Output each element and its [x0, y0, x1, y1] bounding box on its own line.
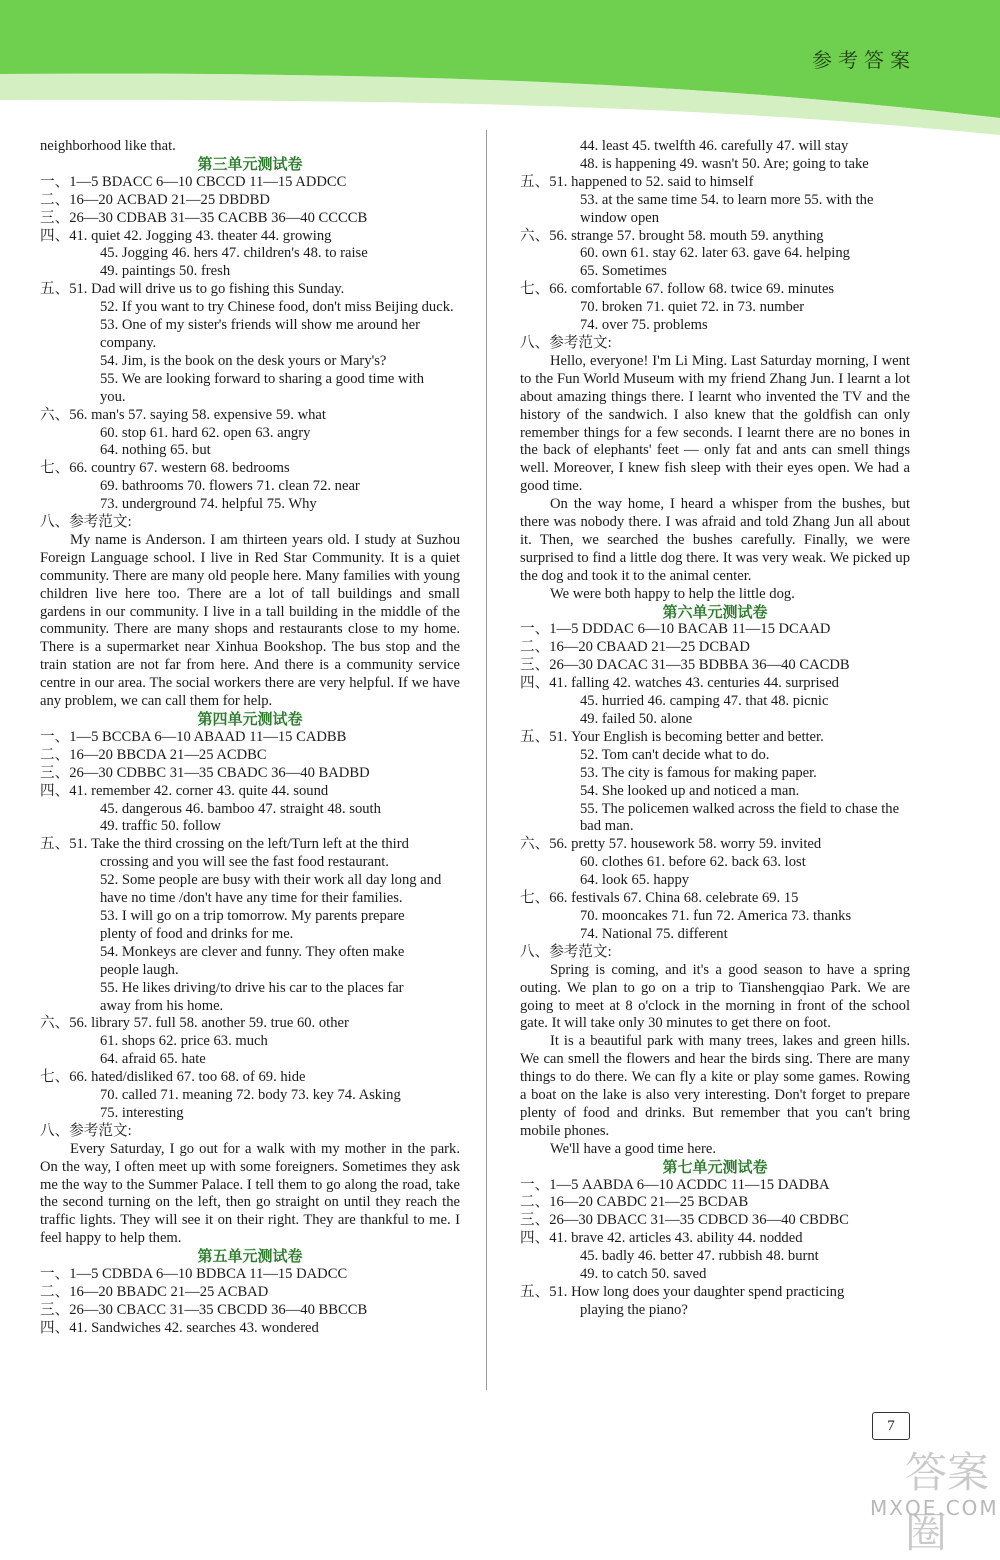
answer-line: 74. National 75. different: [580, 925, 728, 942]
answer-line: 70. mooncakes 71. fun 72. America 73. thanks: [580, 907, 852, 924]
answer-line: 60. stop 61. hard 62. open 63. angry: [100, 424, 311, 441]
answer-line: 四、41. falling 42. watches 43. centuries 44. surprised: [520, 675, 839, 692]
answer-line: 70. called 71. meaning 72. body 73. key 74. Asking: [100, 1087, 401, 1104]
answer-line: 61. shops 62. price 63. much: [100, 1033, 268, 1050]
answer-line: 五、51. Take the third crossing on the left/Turn left at the third: [40, 836, 409, 853]
answer-line: 74. over 75. problems: [580, 317, 708, 334]
sample-essay-paragraph: Hello, everyone! I'm Li Ming. Last Saturday morning, I went to the Fun World Museum with my friend Zhang Jun. I learnt a lot about amazing things there. I learnt who invented the TV and the history of the sandwich. I also knew that the goldfish can only remember things for a few seconds. I learnt there are no bones in the back of elephants' feet — only fat and ants can smell things well. Moreover, I knew fish sleep with their eyes open. We had a good time.: [520, 352, 910, 495]
answer-line: 七、66. festivals 67. China 68. celebrate 69. 15: [520, 890, 799, 907]
answer-line-continued: window open: [580, 209, 660, 226]
answer-line: 65. Sometimes: [580, 263, 667, 280]
answer-line: 八、参考范文:: [520, 943, 612, 960]
answer-line-continued: company.: [100, 334, 157, 351]
answer-line: 45. dangerous 46. bamboo 47. straight 48. south: [100, 800, 381, 817]
answer-line: 49. traffic 50. follow: [100, 818, 221, 835]
answer-line: 三、26—30 DACAC 31—35 BDBBA 36—40 CACDB: [520, 657, 850, 674]
answer-line-continued: crossing and you will see the fast food restaurant.: [100, 854, 389, 871]
page-number: 7: [872, 1412, 910, 1440]
sample-essay-paragraph: We'll have a good time here.: [550, 1140, 716, 1157]
right-column: [520, 138, 910, 1320]
answer-line: neighborhood like that.: [40, 138, 176, 154]
answer-line: 五、51. happened to 52. said to himself: [520, 173, 754, 190]
answer-line: 六、56. pretty 57. housework 58. worry 59. invited: [520, 836, 822, 853]
answer-line: 53. One of my sister's friends will show me around her: [100, 317, 420, 334]
sample-essay-paragraph: It is a beautiful park with many trees, lakes and green hills. We can smell the flowers and hear the birds sing. There are many things to do there. We can fly a kite or play some games. Rowing a boat on the lake is also very interesting. Don't forget to prepare plenty of food and drinks. But remember that you can't bring mobile phones.: [520, 1033, 910, 1139]
answer-line: 49. paintings 50. fresh: [100, 263, 231, 280]
answer-line-continued: people laugh.: [100, 961, 179, 978]
answer-line-continued: away from his home.: [100, 997, 224, 1014]
answer-line: 三、26—30 CDBBC 31—35 CBADC 36—40 BADBD: [40, 764, 370, 781]
answer-line: 53. The city is famous for making paper.: [580, 764, 817, 781]
answer-line: 八、参考范文:: [40, 1122, 132, 1139]
section-title: 第五单元测试卷: [197, 1247, 303, 1266]
answer-line: 55. The policemen walked across the field to chase the: [580, 800, 900, 817]
answer-line: 一、1—5 BCCBA 6—10 ABAAD 11—15 CADBB: [40, 728, 347, 745]
answer-line: 69. bathrooms 70. flowers 71. clean 72. near: [100, 478, 360, 495]
sample-essay-paragraph: Spring is coming, and it's a good season to have a spring outing. We plan to go on a trip to Tianshengqiao Park. We are going to meet at 8 o'clock in the morning in front of the school gate. It will take only 30 minutes to get there on foot.: [520, 961, 910, 1032]
answer-line-continued: you.: [100, 388, 126, 405]
answer-line-continued: bad man.: [580, 818, 634, 835]
answer-line: 五、51. Dad will drive us to go fishing this Sunday.: [40, 281, 345, 298]
header-banner: [0, 0, 1000, 135]
answer-line: 六、56. library 57. full 58. another 59. true 60. other: [40, 1015, 349, 1032]
header-title: 参考答案: [812, 48, 916, 72]
answer-line-continued: playing the piano?: [580, 1301, 688, 1318]
answer-line: 四、41. Sandwiches 42. searches 43. wondered: [40, 1319, 319, 1336]
sample-essay-paragraph: On the way home, I heard a whisper from the bushes, but there was nobody there. I was afraid and told Zhang Jun all about it. Then, we searched the bushes carefully. Finally, we were surprised to find a little dog there. It was very weak. We picked up the dog and took it to the animal center.: [520, 496, 910, 584]
answer-line: 八、参考范文:: [520, 334, 612, 351]
answer-line: 五、51. How long does your daughter spend practicing: [520, 1284, 845, 1300]
answer-line: 四、41. brave 42. articles 43. ability 44. nodded: [520, 1230, 803, 1247]
answer-line: 73. underground 74. helpful 75. Why: [100, 496, 317, 513]
answer-line: 四、41. quiet 42. Jogging 43. theater 44. growing: [40, 227, 332, 244]
answer-line: 三、26—30 DBACC 31—35 CDBCD 36—40 CBDBC: [520, 1212, 849, 1229]
answer-line: 55. We are looking forward to sharing a good time with: [100, 370, 425, 387]
answer-line: 六、56. strange 57. brought 58. mouth 59. anything: [520, 227, 824, 244]
watermark-logo: 答案圈: [905, 1448, 990, 1557]
answer-line: 54. Jim, is the book on the desk yours or Mary's?: [100, 352, 387, 369]
answer-line: 二、16—20 BBCDA 21—25 ACDBC: [40, 746, 267, 763]
answer-line-continued: have no time /don't have any time for their families.: [100, 890, 403, 907]
answer-line: 七、66. country 67. western 68. bedrooms: [40, 460, 290, 477]
answer-line: 二、16—20 BBADC 21—25 ACBAD: [40, 1284, 269, 1300]
section-title: 第三单元测试卷: [197, 154, 303, 173]
answer-line: 二、16—20 ACBAD 21—25 DBDBD: [40, 191, 270, 208]
answer-line: 60. clothes 61. before 62. back 63. lost: [580, 854, 806, 871]
section-title: 第七单元测试卷: [662, 1157, 768, 1176]
sample-essay-paragraph: Every Saturday, I go out for a walk with my mother in the park. On the way, I often meet up with some foreigners. Sometimes they ask me the way to the Summer Palace. I tell them to go along the road, take the second turning on the left, then go straight on until they reach the traffic lights. They will see it on their right. They are thankful to me. I feel happy to help them.: [40, 1140, 460, 1247]
answer-line: 49. to catch 50. saved: [580, 1266, 707, 1283]
answer-line: 53. at the same time 54. to learn more 55. with the: [580, 191, 874, 208]
answer-line: 一、1—5 BDACC 6—10 CBCCD 11—15 ADDCC: [40, 173, 347, 190]
answer-line: 一、1—5 AABDA 6—10 ACDDC 11—15 DADBA: [520, 1176, 830, 1193]
answer-line: 55. He likes driving/to drive his car to the places far: [100, 979, 404, 996]
answer-line: 75. interesting: [100, 1104, 184, 1121]
answer-line: 四、41. remember 42. corner 43. quite 44. sound: [40, 782, 329, 799]
sample-essay-paragraph: My name is Anderson. I am thirteen years old. I study at Suzhou Foreign Language school. I live in Red Star Community. It is a quiet community. There are many old people here. Many families with young children live here too. There are a lot of tall buildings and small gardens in our community. I live in a tall building in the middle of the community. There are many shops and restaurants close to my home. There is a supermarket near Xinhua Bookshop. The bus stop and the train station are not far from here. And there is a community service centre in our area. The social workers there are very helpful. If we have any problem, we can call them for help.: [40, 531, 460, 710]
answer-line: 64. afraid 65. hate: [100, 1051, 206, 1068]
answer-line: 一、1—5 DDDAC 6—10 BACAB 11—15 DCAAD: [520, 621, 831, 638]
answer-line: 三、26—30 CBACC 31—35 CBCDD 36—40 BBCCB: [40, 1301, 368, 1318]
answer-line: 64. look 65. happy: [580, 872, 690, 889]
answer-line: 三、26—30 CDBAB 31—35 CACBB 36—40 CCCCB: [40, 209, 368, 226]
answer-line: 52. Tom can't decide what to do.: [580, 746, 770, 763]
answer-line: 44. least 45. twelfth 46. carefully 47. will stay: [580, 138, 849, 154]
answer-line: 64. nothing 65. but: [100, 442, 211, 459]
answer-line: 52. If you want to try Chinese food, don't miss Beijing duck.: [100, 299, 454, 316]
answer-line: 45. hurried 46. camping 47. that 48. picnic: [580, 693, 829, 710]
column-divider: [486, 130, 487, 1390]
answer-line: 七、66. hated/disliked 67. too 68. of 69. hide: [40, 1069, 306, 1086]
answer-line: 54. Monkeys are clever and funny. They often make: [100, 943, 405, 960]
answer-line: 48. is happening 49. wasn't 50. Are; going to take: [580, 155, 869, 172]
answer-line: 二、16—20 CABDC 21—25 BCDAB: [520, 1194, 749, 1211]
answer-line: 八、参考范文:: [40, 514, 132, 531]
answer-line: 49. failed 50. alone: [580, 711, 693, 727]
watermark-url: MXQE.COM: [870, 1496, 999, 1520]
answer-line: 45. Jogging 46. hers 47. children's 48. to raise: [100, 245, 368, 262]
answer-line: 七、66. comfortable 67. follow 68. twice 69. minutes: [520, 281, 835, 298]
answer-line-continued: plenty of food and drinks for me.: [100, 925, 294, 942]
answer-line: 53. I will go on a trip tomorrow. My parents prepare: [100, 907, 405, 924]
answer-line: 二、16—20 CBAAD 21—25 DCBAD: [520, 639, 750, 656]
answer-line: 52. Some people are busy with their work all day long and: [100, 872, 442, 889]
answer-line: 54. She looked up and noticed a man.: [580, 782, 800, 799]
answer-line: 70. broken 71. quiet 72. in 73. number: [580, 299, 805, 316]
answer-line: 五、51. Your English is becoming better and better.: [520, 728, 824, 745]
sample-essay-paragraph: We were both happy to help the little dog.: [550, 585, 795, 602]
section-title: 第六单元测试卷: [662, 602, 768, 621]
answer-line: 一、1—5 CDBDA 6—10 BDBCA 11—15 DADCC: [40, 1266, 348, 1283]
section-title: 第四单元测试卷: [197, 710, 303, 728]
answer-line: 45. badly 46. better 47. rubbish 48. burnt: [580, 1248, 819, 1265]
answer-line: 60. own 61. stay 62. later 63. gave 64. helping: [580, 245, 850, 262]
left-column: [40, 138, 460, 1338]
answer-line: 六、56. man's 57. saying 58. expensive 59. what: [40, 406, 326, 423]
